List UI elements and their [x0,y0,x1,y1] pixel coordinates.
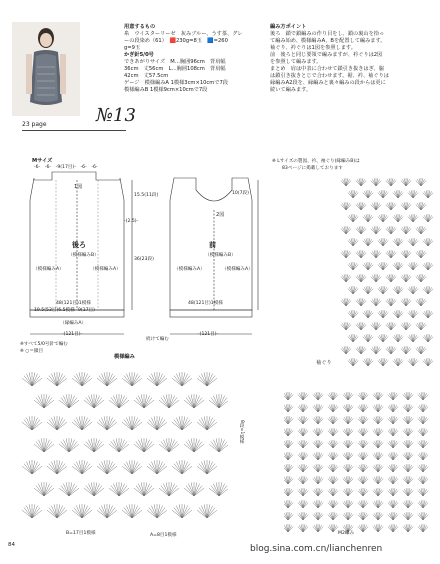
note-size-l: ※ Lサイズの製図、衿、袖ぐり(縁編みB)は [272,159,360,164]
bottom-front: 48(121目)1模様 [188,301,223,306]
materials-block [124,24,264,94]
fig1-label: 1図 [74,184,83,190]
armhole-edging-chart [284,170,436,542]
page-reference: 23 page [22,121,47,128]
materials-line: かぎ針5/0号 [124,52,154,58]
note-size-l-2: 83ページに掲載しております [282,166,343,171]
note-needle: ※すべて5/0号針で編む [20,342,68,347]
back-label: 後ろ [72,241,86,249]
points-line: 袖ぐり、衿ぐりは1図を参照します。 [270,45,356,51]
pattern-number: №13 [96,105,136,126]
points-line: 前 後ろと同じ要領で編みますが、衿ぐりは2図 [270,52,383,58]
materials-title: 用意するもの [124,24,156,30]
materials-line: 36cm 丈56cm L…胸囲108cm 背肩幅 [124,66,226,72]
materials-line: ゲージ 模様編みA 1模様3cm×10cmで7段 [124,80,229,86]
materials-line: できあがりサイズ M…胸囲96cm 背肩幅 [124,59,226,65]
bottom-width-b: 9(17目) [78,308,95,313]
full-width-back: -(121目)- [62,332,83,337]
start-note: 続けて編む [146,337,169,342]
full-width-front: -(121目)- [198,332,219,337]
note-symbol: ※ ○＝鎖目 [20,349,44,354]
points-line: 縁編みA2段を、縁編みと裏々編みの段からは更に [270,80,386,86]
label-b: B=17目1模様 [66,531,96,536]
repeat-label: 8段=1模様 [239,420,244,444]
height-measure: 36(23段) [134,257,154,262]
pattern-a-front-left: （模様編みA） [174,267,205,272]
shoulder-measure: -(2.5)- [124,219,139,224]
materials-line: g=9玉 [124,45,141,51]
front-label: 前 [209,241,216,249]
model-illustration [12,22,80,116]
page-number: 84 [8,542,15,548]
points-line: を参照して編みます。 [270,59,322,65]
points-line: て編み始め、模様編みA、Bを配置して編みます。 [270,38,386,44]
materials-line: 模様編みB 1模様9cm×10cmで7段 [124,87,208,93]
points-block [270,24,430,94]
pattern-a-right: （模様編みA） [90,267,121,272]
front-sub: （模様編みB） [205,253,236,258]
materials-line: 42cm 丈57.5cm [124,73,169,79]
model-photo [12,22,80,116]
pattern-stitch-chart [18,362,228,532]
neck-drop: 10(7段) [232,191,249,196]
fig2-label: 2図 [216,212,225,218]
points-line: は鎖引き抜きとじで合わせます。裾、衿、袖ぐりは [270,73,389,79]
points-line: まとめ 肩は中表に合わせて鎖引き抜きはぎ、脇 [270,66,384,72]
armhole-depth: 15.5(11段) [134,193,159,198]
pattern-a-left: （模様編みA） [33,267,64,272]
edging-title: 袖ぐり [316,360,332,366]
bottom-back: 48(121目)1模様 [56,301,91,306]
back-sub: （模様編みB） [68,253,99,258]
edging-bottom: M2編み [338,531,355,536]
watermark: blog.sina.com.cn/lianchenren [250,544,383,554]
materials-line: 糸 ウイスターリーゼ 灰みブルー、うす茶、グレ [124,31,243,37]
pattern-a-front-right: （模様編みA） [222,267,253,272]
top-measure: -6- -6- -9(17目)- -6- -6- [34,165,98,170]
label-a: A=8目1模様 [150,533,177,538]
pattern-chart-title: 模様編み [114,354,135,360]
edging-label: （縁編みA） [60,321,87,326]
points-line: 続いて編みます。 [270,87,312,93]
points-line: 後ろ 鎖で鎖編みの作り目をし、鎖の裏山を拾っ [270,31,385,37]
size-title: Mサイズ [32,158,53,164]
materials-line: ーの段染め（61） 🟥230g=8玉 🟦=260 [124,38,228,44]
bottom-width-a: 19.5(53目)6.5模様 [34,308,75,313]
points-title: 編み方ポイント [270,24,307,30]
divider-line [22,130,126,131]
